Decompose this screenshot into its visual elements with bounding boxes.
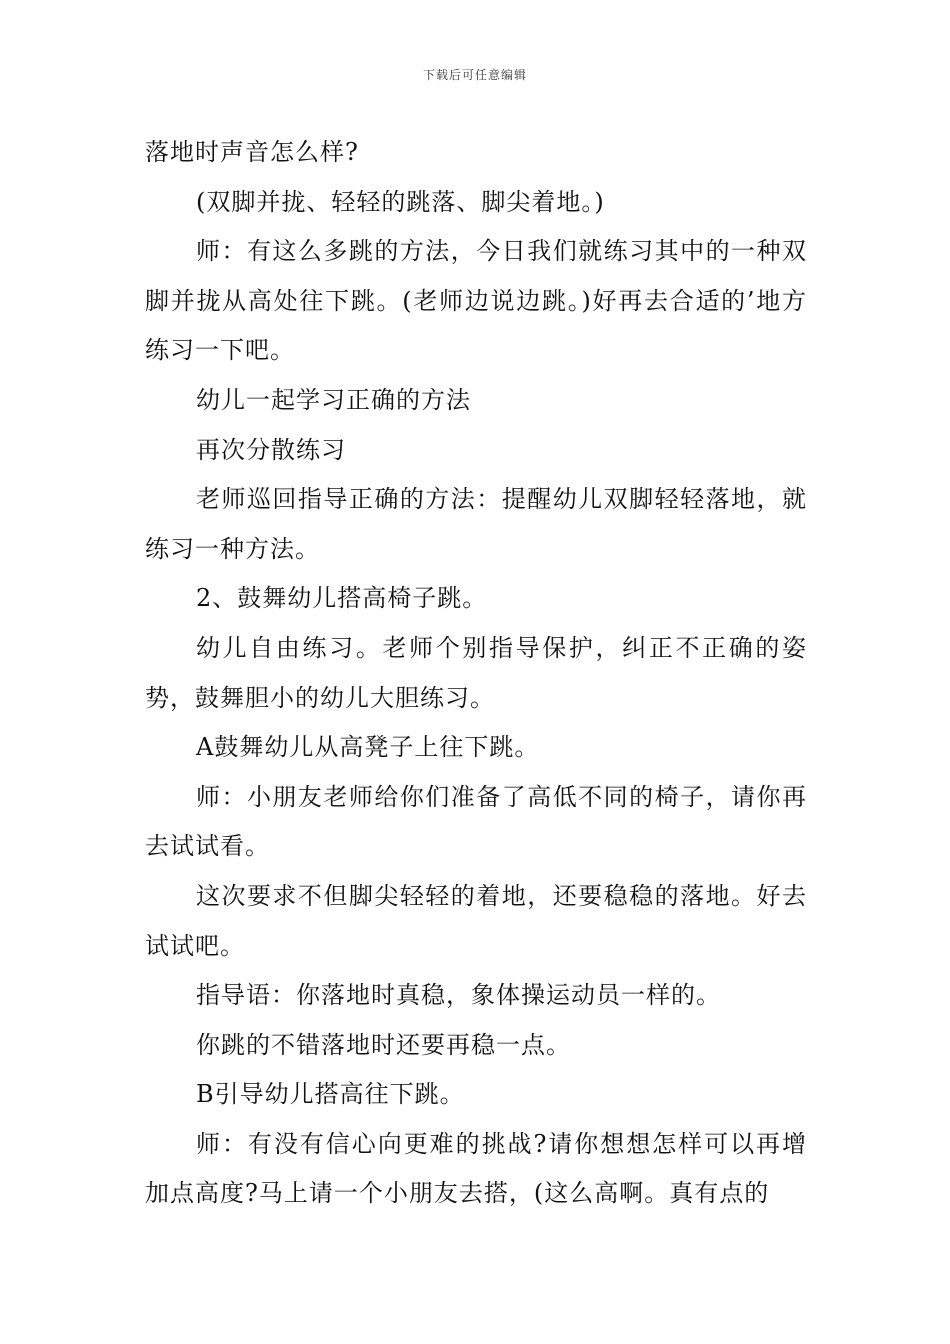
paragraph: 你跳的不错落地时还要再稳一点。	[196, 1030, 571, 1059]
paragraph: 再次分散练习	[196, 435, 346, 464]
paragraph: 师：有这么多跳的方法，今日我们就练习其中的一种双脚并拢从高处往下跳。(老师边说边跳。)好再去合适的’地方练习一下吧。	[145, 237, 807, 365]
page-header: 下载后可任意编辑	[422, 68, 527, 82]
paragraph: 老师巡回指导正确的方法：提醒幼儿双脚轻轻落地，就练习一种方法。	[145, 485, 807, 563]
document-body	[145, 128, 807, 1219]
paragraph: 2、鼓舞幼儿搭高椅子跳。	[196, 584, 488, 613]
paragraph: A鼓舞幼儿从高凳子上往下跳。	[196, 733, 540, 762]
paragraph: 这次要求不但脚尖轻轻的着地，还要稳稳的落地。好去试试吧。	[145, 881, 807, 960]
paragraph: 指导语：你落地时真稳，象体操运动员一样的。	[196, 981, 721, 1010]
paragraph: 师：小朋友老师给你们准备了高低不同的椅子，请你再去试试看。	[145, 782, 807, 861]
paragraph: 师：有没有信心向更难的挑战?请你想想怎样可以再增加点高度?马上请一个小朋友去搭，(这么高啊。真有点的	[145, 1129, 807, 1208]
paragraph: 幼儿一起学习正确的方法	[196, 385, 471, 414]
paragraph: 落地时声音怎么样?	[145, 138, 359, 166]
paragraph: B引导幼儿搭高往下跳。	[196, 1080, 465, 1109]
paragraph: (双脚并拢、轻轻的跳落、脚尖着地。)	[196, 187, 605, 216]
paragraph: 幼儿自由练习。老师个别指导保护，纠正不正确的姿势，鼓舞胆小的幼儿大胆练习。	[145, 633, 807, 712]
